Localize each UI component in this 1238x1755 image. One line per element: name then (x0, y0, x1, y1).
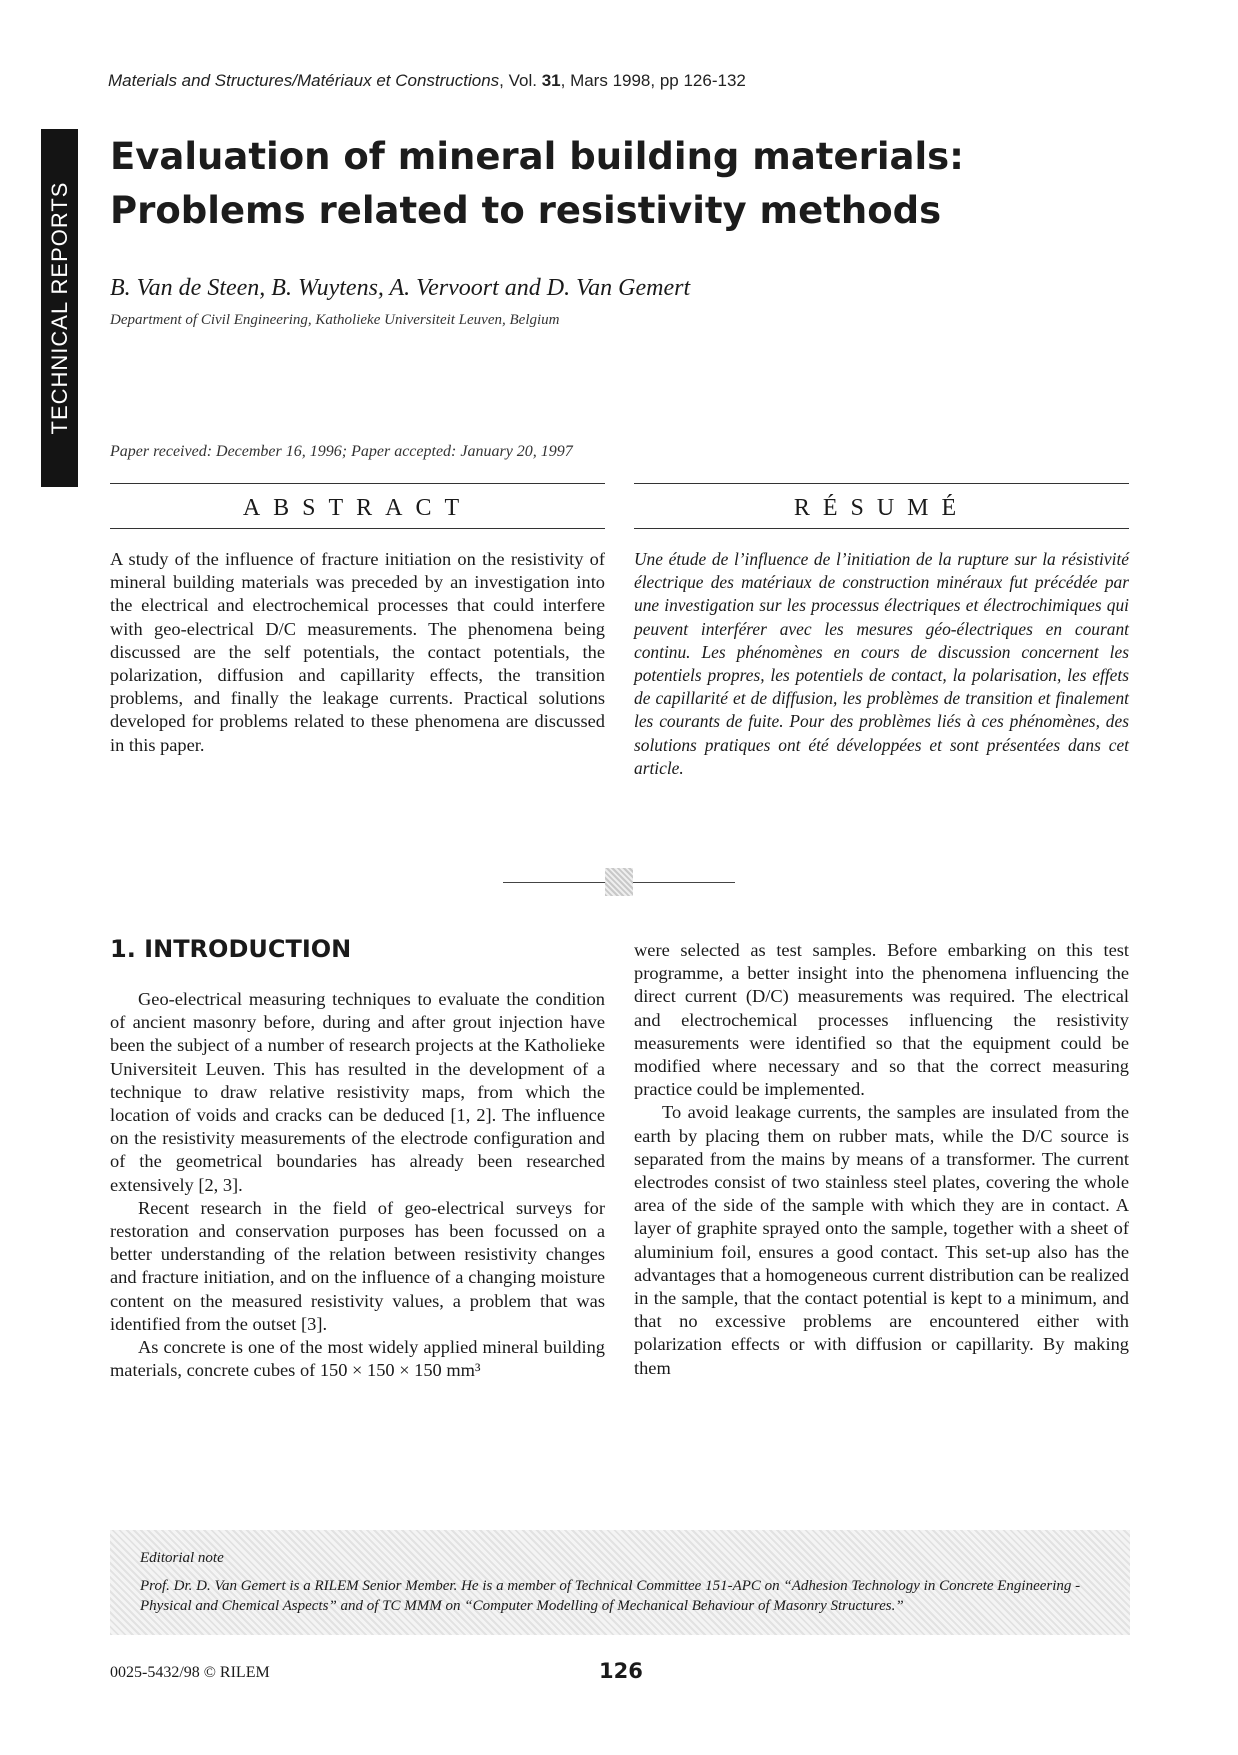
intro-paragraph: To avoid leakage currents, the samples are insulated from the earth by placing them on rubber mats, while the D/C source is separated from the mains by means of a transformer. The current electrodes consist of two stainless steel plates, covering the whole area of the side of the sample with which they are in contact. A layer of graphite sprayed onto the sample, together with a sheet of aluminium foil, ensures a good contact. This set-up also has the advantages that a homogeneous current distribution can be realized in the sample, that the contact potential is kept to a minimum, and that no excessive problems are encountered either with polarization effects or with diffusion or capillarity. By making them (634, 1102, 1129, 1378)
journal-name: Materials and Structures/Matériaux et Constructions (108, 71, 500, 90)
editorial-note-text: Prof. Dr. D. Van Gemert is a RILEM Senior Member. He is a member of Technical Committee 151-APC on “Adhesion Technology in Concrete Engineering - Physical and Chemical Aspects” and of TC MMM on “Computer Modelling of Mechanical Behaviour of Masonry Structures.” (140, 1578, 1081, 1614)
section-divider-ornament (503, 865, 735, 895)
authors: B. Van de Steen, B. Wuytens, A. Vervoort and D. Van Gemert (110, 275, 691, 301)
abstract-text: A study of the influence of fracture initiation on the resistivity of mineral building materials was preceded by an investigation into the electrical and electrochemical processes that could interfere with geo-electrical D/C measurements. The phenomena being discussed are the self potentials, the contact potentials, the polarization, diffusion and capillarity effects, the transition problems, and finally the leakage currents. Practical solutions developed for problems related to these phenomena are discussed in this paper. (110, 549, 605, 755)
intro-paragraph: Recent research in the field of geo-electrical surveys for restoration and conservation purposes has been focussed on a better understanding of the relation between resistivity changes and fracture initiation, and on the influence of a changing moisture content on the measured resistivity values, a problem that was identified from the outset [3]. (110, 1197, 605, 1334)
resume-text: Une étude de l’influence de l’initiation de la rupture sur la résistivité électrique des matériaux de construction minéraux fut précédée par une investigation sur les processus électriques et électrochimiques qui peuvent interférer avec les mesures géo-électriques en courant continu. Les phénomènes en cours de discussion concernent les potentiels propres, les potentiels de contact, la polarisation, les effets de capillarité et de diffusion, les problèmes de transition et finalement les courants de fuite. Pour des problèmes liés à ces phénomènes, des solutions pratiques ont été développées et sont présentées dans cet article. (634, 549, 1129, 778)
editorial-note-box (110, 1530, 1130, 1635)
resume-top-rule (634, 483, 1129, 484)
paper-title: Evaluation of mineral building materials: Problems related to resistivity methods (110, 135, 964, 232)
section-side-tab (41, 129, 78, 487)
abstract-heading: ABSTRACT (242, 495, 473, 521)
received-dates: Paper received: December 16, 1996; Paper accepted: January 20, 1997 (110, 443, 573, 460)
intro-right-column (634, 939, 1129, 1380)
intro-paragraph: As concrete is one of the most widely applied mineral building materials, concrete cubes of 150 × 150 × 150 mm³ (110, 1337, 605, 1381)
page-number: 126 (599, 1659, 643, 1683)
abstract-bottom-rule (110, 528, 605, 529)
intro-paragraph: were selected as test samples. Before embarking on this test programme, a better insight into the phenomena influencing the direct current (D/C) measurements was required. The electrical and electrochemical processes influencing the resistivity measurements were identified so that the equipment could be modified where necessary and so that the correct measuring practice could be implemented. (634, 940, 1129, 1100)
issue-pages: , Mars 1998, pp 126-132 (560, 71, 746, 90)
introduction-heading: 1. INTRODUCTION (110, 935, 352, 963)
editorial-note-label: Editorial note (140, 1550, 224, 1566)
intro-paragraph: Geo-electrical measuring techniques to evaluate the condition of ancient masonry before, during and after grout injection have been the subject of a number of research projects at the Katholieke Universiteit Leuven. This has resulted in the development of a technique to draw relative resistivity maps, from which the location of voids and cracks can be deduced [1, 2]. The influence on the resistivity measurements of the electrode configuration and of the geometrical boundaries has already been researched extensively [2, 3]. (110, 989, 605, 1195)
journal-citation (108, 71, 746, 91)
volume-number: 31 (541, 71, 561, 90)
abstract-top-rule (110, 483, 605, 484)
affiliation: Department of Civil Engineering, Katholieke Universiteit Leuven, Belgium (110, 312, 560, 328)
side-tab-label: TECHNICAL REPORTS (46, 181, 72, 435)
issn-copyright: 0025-5432/98 © RILEM (110, 1664, 270, 1681)
resume-bottom-rule (634, 528, 1129, 529)
resume-heading: RÉSUMÉ (793, 495, 970, 521)
intro-left-column (110, 988, 605, 1382)
volume-prefix: , Vol. (499, 71, 542, 90)
